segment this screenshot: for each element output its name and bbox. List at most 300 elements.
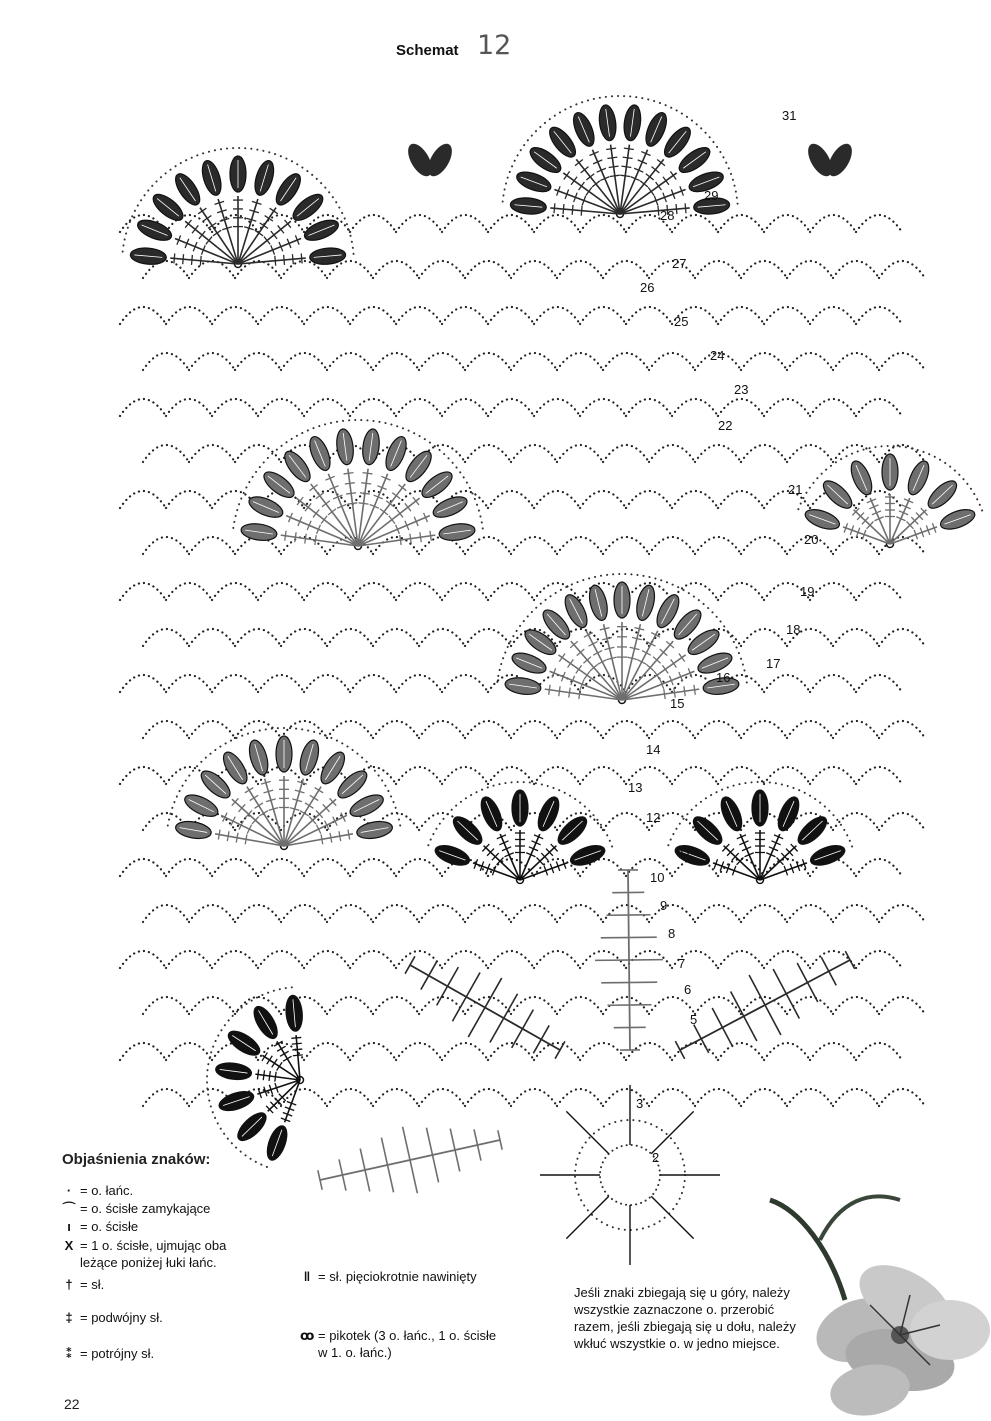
chain-arc — [718, 491, 764, 508]
chain-arc — [810, 399, 856, 416]
fan-crossbar — [283, 1056, 292, 1061]
chain-arc — [695, 721, 741, 738]
double-crochet-symbol: † — [65, 1277, 73, 1292]
fan-crossbar — [174, 253, 175, 263]
treble-crochet-symbol: ‡ — [65, 1310, 73, 1325]
fan-motif — [233, 420, 483, 550]
chain-arc — [833, 1089, 879, 1106]
chain-arc — [580, 1043, 626, 1060]
chain-arc — [143, 905, 189, 922]
chain-arc — [856, 951, 902, 968]
fan-crossbar — [301, 253, 302, 263]
chain-arc — [833, 905, 879, 922]
chain-arc — [603, 813, 649, 830]
chain-arc — [189, 445, 235, 462]
fan-stitch — [484, 846, 520, 880]
chain-arc — [327, 905, 373, 922]
fan-crossbar — [322, 501, 330, 507]
chain-arc — [373, 905, 419, 922]
center-ray — [651, 1111, 693, 1153]
fan-crossbar — [420, 532, 421, 542]
row-number: 24 — [710, 348, 725, 363]
legend-item: ꝏ = pikotek (3 o. łańc., 1 o. ścisłe — [300, 1328, 497, 1343]
fan-crossbar — [676, 204, 677, 214]
chain-arc — [580, 491, 626, 508]
fan-crossbar — [321, 516, 327, 524]
center-spoke — [318, 1127, 502, 1193]
chain-arc — [442, 951, 488, 968]
chain-arc — [350, 951, 396, 968]
row-number: 22 — [718, 418, 733, 433]
fan-crossbar — [389, 516, 395, 524]
chain-arc — [856, 859, 902, 876]
chain-arc — [603, 721, 649, 738]
chain-arc — [373, 629, 419, 646]
chain-arc — [120, 951, 166, 968]
chain-arc — [833, 721, 879, 738]
chain-arc — [442, 215, 488, 232]
chain-arc — [120, 767, 166, 784]
fan-crossbar — [610, 175, 620, 176]
chain-arc — [695, 445, 741, 462]
chain-arc — [557, 997, 603, 1014]
row-number: 28 — [660, 208, 675, 223]
row-number: 16 — [716, 670, 731, 685]
fan-motif — [502, 96, 737, 217]
chain-stitch-symbol: · — [66, 1183, 72, 1198]
row-number: 17 — [766, 656, 781, 671]
legend-item: leżące poniżej łuki łańc. — [80, 1255, 217, 1270]
chain-arc — [833, 445, 879, 462]
chain-arc — [856, 1043, 902, 1060]
chain-arc — [350, 215, 396, 232]
chain-arc — [350, 675, 396, 692]
chain-arc — [258, 675, 304, 692]
chain-arc — [442, 767, 488, 784]
chart-number: 12 — [477, 30, 512, 61]
chain-arc — [488, 491, 534, 508]
legend-item: † = sł. — [62, 1277, 104, 1293]
chain-arc — [189, 721, 235, 738]
legend-item: w 1. o. łańc.) — [318, 1345, 392, 1360]
chain-arc — [603, 905, 649, 922]
fan-crossbar — [679, 654, 685, 662]
fan-crossbar — [277, 1046, 286, 1051]
chain-arc — [166, 583, 212, 600]
row-number: 29 — [704, 188, 719, 203]
chain-arc — [672, 215, 718, 232]
chain-arc — [787, 445, 833, 462]
chain-arc — [166, 307, 212, 324]
fan-crossbar — [330, 833, 332, 843]
fan-crossbar — [584, 671, 590, 679]
fan-crossbar — [339, 831, 341, 841]
fan-crossbar — [670, 171, 676, 179]
row-number: 23 — [734, 382, 749, 397]
chain-arc — [327, 353, 373, 370]
chain-arc — [534, 1043, 580, 1060]
row-number: 15 — [670, 696, 685, 711]
cross-stitch-symbol: X — [64, 1238, 74, 1253]
chain-arc — [833, 261, 879, 278]
fan-crossbar — [576, 665, 582, 673]
center-spoke-line — [680, 960, 850, 1050]
chain-arc — [166, 675, 212, 692]
chain-arc — [258, 859, 304, 876]
chain-arc — [718, 307, 764, 324]
center-spoke-line — [320, 1140, 500, 1180]
legend-title: Objaśnienia znaków: — [62, 1151, 211, 1168]
chain-arc — [649, 997, 695, 1014]
fan-crossbar — [262, 1053, 267, 1061]
fan-crossbar — [310, 795, 318, 800]
fan-crossbar — [656, 182, 662, 190]
fan-crossbar — [609, 166, 619, 167]
chain-arc — [787, 1089, 833, 1106]
chain-arc — [856, 399, 902, 416]
chain-arc — [764, 491, 810, 508]
chain-arc — [235, 813, 281, 830]
row-number: 2 — [652, 1150, 660, 1165]
chain-arc — [396, 583, 442, 600]
chain-arc — [810, 1043, 856, 1060]
chain-arc — [626, 1043, 672, 1060]
chain-arc — [672, 767, 718, 784]
chain-arc — [511, 905, 557, 922]
chain-arc — [879, 813, 925, 830]
chain-arc — [258, 307, 304, 324]
chain-arc — [741, 721, 787, 738]
row-number: 31 — [782, 108, 797, 123]
fan-crossbar — [293, 1055, 303, 1056]
chain-arc — [373, 721, 419, 738]
center-spoke — [675, 951, 854, 1059]
fan-crossbar — [563, 204, 564, 214]
center-spoke — [595, 870, 663, 1050]
fan-crossbar — [218, 830, 220, 840]
fan-crossbar — [694, 685, 695, 695]
chain-arc — [695, 905, 741, 922]
center-spoke-line — [410, 965, 560, 1050]
chain-arc — [120, 583, 166, 600]
chain-arc — [695, 1089, 741, 1106]
chain-arc — [603, 537, 649, 554]
quintuple-treble-symbol: ‖ — [303, 1269, 311, 1284]
chain-arc — [580, 399, 626, 416]
chain-arc — [465, 445, 511, 462]
chain-arc — [442, 675, 488, 692]
row-number: 18 — [786, 622, 801, 637]
fan-crossbar — [361, 483, 371, 484]
center-spoke — [405, 956, 565, 1058]
chain-arc — [143, 445, 189, 462]
fan-crossbar — [346, 493, 356, 494]
chain-arc — [511, 445, 557, 462]
page-number: 22 — [64, 1396, 80, 1412]
fan-motif — [168, 728, 400, 850]
fan-crossbar — [305, 534, 306, 544]
chain-arc — [212, 859, 258, 876]
chain-arc — [626, 491, 672, 508]
chain-arc — [235, 629, 281, 646]
fan-crossbar — [259, 811, 267, 816]
chain-arc — [143, 537, 189, 554]
row-number: 9 — [660, 898, 668, 913]
chain-arc — [166, 859, 212, 876]
chain-arc — [810, 215, 856, 232]
chain-arc — [511, 261, 557, 278]
chain-arc — [649, 353, 695, 370]
fan-crossbar — [607, 157, 617, 158]
chain-arc — [488, 399, 534, 416]
chain-arc — [534, 767, 580, 784]
fan-crossbar — [569, 688, 570, 698]
chain-arc — [419, 353, 465, 370]
chain-arc — [350, 399, 396, 416]
fan-crossbar — [316, 493, 324, 499]
chain-arc — [626, 307, 672, 324]
chain-arc — [189, 997, 235, 1014]
chain-arc — [695, 261, 741, 278]
chain-arc — [304, 1043, 350, 1060]
fan-motif — [122, 148, 353, 267]
chain-arc — [488, 583, 534, 600]
chain-arc — [304, 951, 350, 968]
chain-arc — [396, 859, 442, 876]
center-ray — [566, 1111, 608, 1153]
chain-arc — [626, 859, 672, 876]
chain-arc — [465, 353, 511, 370]
chain-arc — [787, 997, 833, 1014]
fan-crossbar — [571, 177, 577, 185]
chain-arc — [258, 951, 304, 968]
chain-arc — [649, 1089, 695, 1106]
fan-crossbar — [579, 182, 585, 190]
row-number: 14 — [646, 742, 661, 757]
chain-arc — [879, 629, 925, 646]
chain-arc — [511, 537, 557, 554]
fan-crossbar — [315, 788, 323, 793]
chain-arc — [603, 261, 649, 278]
chain-arc — [396, 215, 442, 232]
triple-treble-symbol: ⁑ — [65, 1346, 73, 1361]
chain-arc — [442, 399, 488, 416]
chain-arc — [281, 353, 327, 370]
chain-arc — [534, 215, 580, 232]
chain-arc — [120, 307, 166, 324]
fan-crossbar — [198, 208, 206, 214]
fan-crossbar — [292, 1049, 302, 1050]
chain-arc — [810, 583, 856, 600]
fan-crossbar — [559, 654, 565, 662]
fan-motif — [207, 987, 304, 1167]
chain-arc — [235, 905, 281, 922]
instruction-note: Jeśli znaki zbiegają się u góry, należy wszystkie zaznaczone o. przerobić razem, jeśli zbiegają się u dołu, należy wkłuć wszystkie o. w jedno miejsce. — [574, 1285, 796, 1351]
fan-crossbar — [257, 1070, 258, 1080]
chain-arc — [879, 721, 925, 738]
fan-crossbar — [305, 803, 313, 808]
chain-arc — [787, 905, 833, 922]
fan-crossbar — [321, 834, 323, 844]
chain-arc — [396, 1043, 442, 1060]
fan-crossbar — [272, 1059, 277, 1067]
fan-crossbar — [263, 1070, 264, 1080]
chain-arc — [419, 1089, 465, 1106]
fan-crossbar — [275, 256, 276, 266]
chain-arc — [764, 307, 810, 324]
chain-arc — [143, 629, 189, 646]
fan-crossbar — [579, 689, 580, 699]
row-number: 5 — [690, 1012, 698, 1027]
chain-arc — [557, 905, 603, 922]
row-number: 25 — [674, 314, 689, 329]
chain-arc — [741, 445, 787, 462]
chain-arc — [212, 675, 258, 692]
chain-arc — [350, 583, 396, 600]
chain-arc — [557, 537, 603, 554]
fan-crossbar — [410, 534, 411, 544]
fan-crossbar — [305, 503, 311, 511]
chain-arc — [672, 491, 718, 508]
fan-crossbar — [292, 1043, 302, 1044]
chain-arc — [649, 537, 695, 554]
fan-crossbar — [284, 255, 285, 265]
chain-arc — [695, 537, 741, 554]
fan-crossbar — [280, 1051, 289, 1056]
chain-arc — [603, 353, 649, 370]
row-number: 20 — [804, 532, 819, 547]
legend-item: · = o. łańc. — [62, 1183, 133, 1199]
chain-arc — [856, 307, 902, 324]
fan-crossbar — [277, 1062, 282, 1070]
chain-arc — [649, 905, 695, 922]
chain-arc — [649, 721, 695, 738]
chain-arc — [304, 859, 350, 876]
fan-crossbar — [572, 205, 573, 215]
row-number: 13 — [628, 780, 643, 795]
chain-arc — [649, 445, 695, 462]
chain-arc — [511, 1089, 557, 1106]
legend-item: ⁑ = potrójny sł. — [62, 1346, 154, 1362]
chain-arc — [764, 675, 810, 692]
chain-arc — [258, 399, 304, 416]
chain-arc — [879, 1089, 925, 1106]
chain-arc — [603, 445, 649, 462]
fan-crossbar — [300, 811, 308, 816]
fan-crossbar — [347, 503, 357, 504]
chain-arc — [465, 537, 511, 554]
chain-arc — [304, 583, 350, 600]
chain-arc — [741, 537, 787, 554]
row-number: 10 — [650, 870, 665, 885]
fan-crossbar — [313, 510, 319, 518]
chain-arc — [120, 1043, 166, 1060]
fan-crossbar — [559, 686, 560, 696]
row-number: 21 — [788, 482, 803, 497]
chain-arc — [143, 1089, 189, 1106]
chain-arc — [488, 951, 534, 968]
fan-motif — [668, 782, 852, 883]
chain-arc — [879, 905, 925, 922]
fan-crossbar — [245, 788, 253, 793]
chain-arc — [879, 353, 925, 370]
chain-arc — [373, 1089, 419, 1106]
chain-arc — [833, 353, 879, 370]
chain-arc — [764, 951, 810, 968]
chain-arc — [718, 583, 764, 600]
chain-arc — [373, 537, 419, 554]
fan-crossbar — [549, 685, 550, 695]
chain-arc — [396, 767, 442, 784]
chain-arc — [856, 675, 902, 692]
chain-arc — [511, 353, 557, 370]
chain-arc — [465, 1089, 511, 1106]
chain-arc — [258, 583, 304, 600]
chain-arc — [580, 307, 626, 324]
fan-crossbar — [413, 497, 419, 505]
chain-arc — [810, 307, 856, 324]
legend-item: X = 1 o. ścisłe, ujmując oba — [62, 1238, 226, 1254]
chain-arc — [120, 399, 166, 416]
chain-arc — [419, 629, 465, 646]
fan-crossbar — [250, 795, 258, 800]
center-ring — [600, 1145, 660, 1205]
fan-crossbar — [359, 503, 369, 504]
chain-arc — [741, 261, 787, 278]
chain-arc — [741, 629, 787, 646]
fan-crossbar — [684, 686, 685, 696]
fan-crossbar — [400, 535, 401, 545]
fan-motif — [428, 782, 612, 883]
chain-arc — [120, 859, 166, 876]
fan-stitch — [854, 510, 890, 544]
chain-arc — [465, 629, 511, 646]
chain-arc — [373, 261, 419, 278]
row-number: 3 — [636, 1096, 644, 1111]
chain-arc — [327, 629, 373, 646]
chain-arc — [235, 353, 281, 370]
chain-arc — [327, 997, 373, 1014]
chain-arc — [764, 767, 810, 784]
chain-arc — [143, 997, 189, 1014]
fan-stitch — [285, 1080, 300, 1122]
fan-crossbar — [295, 532, 296, 542]
fan-stitch — [760, 846, 796, 880]
chain-arc — [304, 675, 350, 692]
chain-arc — [580, 767, 626, 784]
chain-arc — [189, 905, 235, 922]
chain-arc — [787, 353, 833, 370]
fan-crossbar — [270, 208, 278, 214]
chain-arc — [718, 1043, 764, 1060]
fan-crossbar — [227, 831, 229, 841]
chain-arc — [419, 261, 465, 278]
chain-arc — [557, 261, 603, 278]
fan-crossbar — [192, 255, 193, 265]
fan-crossbar — [564, 171, 570, 179]
fan-crossbar — [236, 833, 238, 843]
chain-arc — [787, 261, 833, 278]
chain-arc — [534, 951, 580, 968]
fan-crossbar — [315, 535, 316, 545]
chain-arc — [120, 491, 166, 508]
fan-crossbar — [269, 1071, 270, 1081]
chain-arc — [534, 399, 580, 416]
chain-arc — [304, 399, 350, 416]
chain-arc — [488, 1043, 534, 1060]
fan-crossbar — [255, 230, 263, 236]
chain-arc — [189, 629, 235, 646]
